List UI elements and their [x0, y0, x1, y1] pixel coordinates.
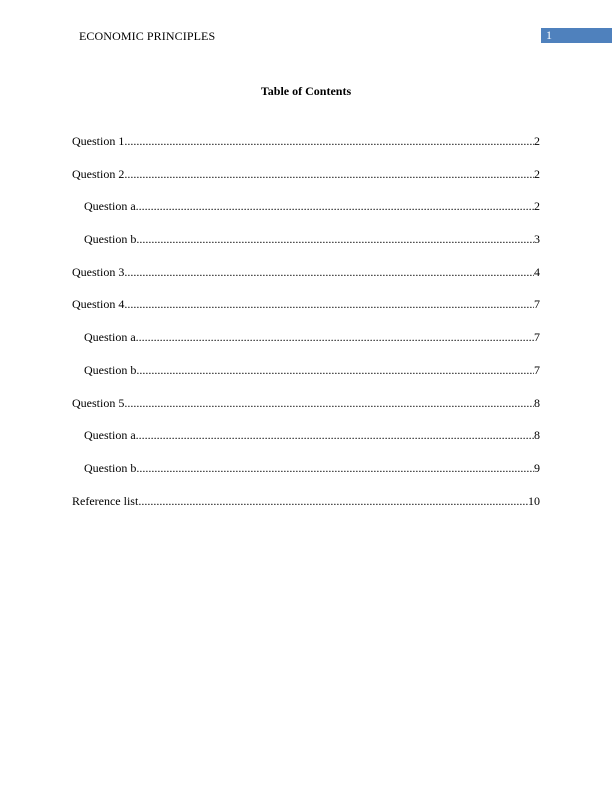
toc-dot-leader [136, 362, 534, 378]
table-of-contents [72, 133, 540, 525]
toc-entry-question-5b[interactable] [72, 460, 540, 476]
toc-entry-question-4b[interactable] [72, 362, 540, 378]
toc-entry-page: 4 [534, 264, 540, 279]
toc-entry-page: 8 [534, 395, 540, 410]
toc-entry-page: 2 [534, 199, 540, 214]
toc-entry-page: 7 [534, 362, 540, 377]
running-header-title: ECONOMIC PRINCIPLES [79, 29, 216, 43]
toc-entry-question-4a[interactable] [72, 329, 540, 345]
toc-entry-page: 7 [534, 297, 540, 312]
toc-entry-question-2b[interactable] [72, 231, 540, 247]
toc-entry-label: Question 4 [72, 297, 125, 312]
toc-entry-question-2a[interactable] [72, 198, 540, 214]
toc-entry-question-4[interactable] [72, 296, 540, 312]
toc-dot-leader [124, 296, 534, 312]
toc-entry-label: Question 1 [72, 134, 125, 148]
toc-entry-label: Question 5 [72, 395, 125, 410]
toc-entry-label: Question 2 [72, 166, 125, 181]
toc-dot-leader [136, 460, 534, 476]
toc-dot-leader [124, 395, 534, 411]
toc-dot-leader [136, 198, 534, 214]
toc-entry-page: 2 [534, 166, 540, 181]
toc-entry-question-5a[interactable] [72, 427, 540, 443]
toc-entry-label: Question a [84, 330, 136, 345]
toc-entry-page: 2 [534, 134, 540, 148]
toc-dot-leader [124, 133, 534, 149]
toc-dot-leader [124, 166, 534, 182]
toc-entry-page: 3 [534, 232, 540, 247]
toc-entry-label: Reference list [72, 493, 139, 508]
toc-entry-page: 10 [528, 493, 540, 508]
toc-dot-leader [138, 493, 528, 509]
toc-entry-question-5[interactable] [72, 395, 540, 411]
toc-entry-question-2[interactable] [72, 166, 540, 182]
toc-entry-label: Question a [84, 428, 136, 443]
page-number-badge: 1 [541, 28, 612, 43]
toc-dot-leader [136, 231, 534, 247]
toc-heading: Table of Contents [260, 84, 352, 98]
toc-entry-page: 7 [534, 330, 540, 345]
toc-dot-leader [124, 264, 534, 280]
toc-entry-reference-list[interactable] [72, 493, 540, 509]
toc-entry-label: Question a [84, 199, 136, 214]
toc-entry-label: Question b [84, 362, 137, 377]
toc-entry-question-3[interactable] [72, 264, 540, 280]
toc-entry-label: Question 3 [72, 264, 125, 279]
toc-entry-question-1[interactable] [72, 133, 540, 149]
toc-dot-leader [136, 427, 534, 443]
toc-entry-page: 8 [534, 428, 540, 443]
toc-entry-page: 9 [534, 460, 540, 475]
toc-entry-label: Question b [84, 232, 137, 247]
toc-entry-label: Question b [84, 460, 137, 475]
toc-dot-leader [136, 329, 534, 345]
